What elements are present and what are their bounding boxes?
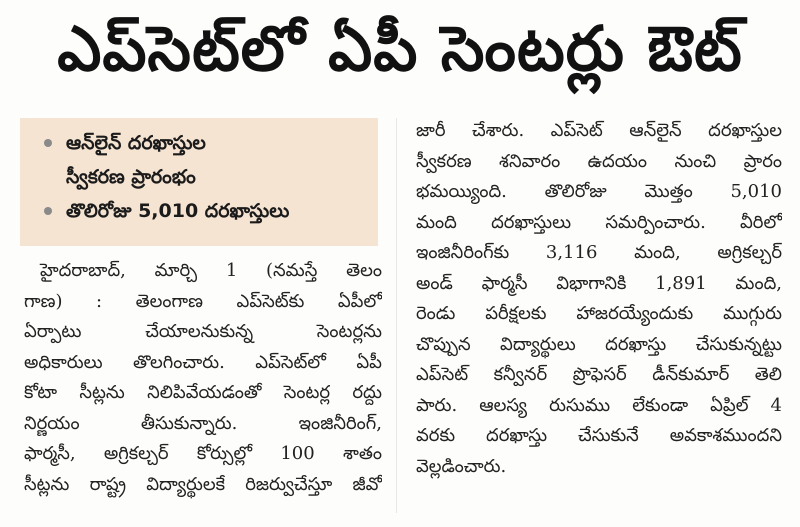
article-line: సీట్లను రాష్ట్ర విద్యార్థులకే రిజర్వుచేస్తూ జీవో: [24, 473, 382, 495]
article-line: గాణ) : తెలంగాణ ఎప్‌సెట్‌కు ఏపీలో: [24, 290, 382, 312]
article-line: వెల్లడించారు.: [416, 455, 507, 477]
article-line: హైదరాబాద్, మార్చి 1 (నమస్తే తెలం: [40, 260, 382, 281]
highlight-item-1-line-1: ఆన్‌లైన్ దరఖాస్తుల: [66, 132, 206, 154]
highlight-item-2: తొలిరోజు 5,010 దరఖాస్తులు: [66, 200, 290, 222]
article-line: భమయ్యింది. తొలిరోజు మొత్తం 5,010: [416, 181, 782, 202]
bullet-icon: [44, 207, 52, 215]
article-line: మంది దరఖాస్తులు సమర్పించారు. వీరిలో: [416, 211, 782, 233]
highlight-item-applications: [36, 126, 368, 160]
column-divider: [396, 118, 397, 513]
article-line: వరకు దరఖాస్తు చేసుకునే అవకాశముందని: [416, 425, 782, 446]
article-line: అధికారులు తొలగించారు. ఎప్‌సెట్‌లో ఏపీ: [24, 351, 382, 373]
article-line: నిర్ణయం తీసుకున్నారు. ఇంజినీరింగ్,: [24, 412, 382, 434]
article-line: చొప్పున విద్యార్థులు దరఖాస్తు చేసుకున్నట్టు: [416, 333, 782, 355]
article-line: స్వీకరణ శనివారం ఉదయం నుంచి ప్రారం: [416, 150, 782, 172]
highlight-item-first-day: [36, 194, 368, 228]
article-line: ఫార్మసీ, అగ్రికల్చర్ కోర్సుల్లో 100 శాతం: [24, 443, 382, 464]
article-line: ఇంజినీరింగ్‌కు 3,116 మంది, అగ్రికల్చర్: [416, 242, 782, 263]
article-line: కోటా సీట్లను నిలిపివేయడంతో సెంటర్ల రద్దు: [24, 382, 382, 403]
article-line: పారు. ఆలస్య రుసుము లేకుండా ఏప్రిల్ 4: [416, 394, 782, 416]
bullet-icon: [44, 139, 52, 147]
headline: ఎప్‌సెట్‌లో ఏపీ సెంటర్లు ఔట్: [57, 12, 743, 85]
article-column-left: [24, 256, 382, 500]
highlight-item-1-line-2: స్వీకరణ ప్రారంభం: [66, 166, 196, 188]
highlights-box: [20, 118, 378, 246]
article-column-right: [416, 116, 782, 482]
article-line: ఎప్‌సెట్ కన్వీనర్ ప్రొఫెసర్ డీన్‌కుమార్ తెలి: [416, 364, 782, 385]
article-line: జారీ చేశారు. ఎప్‌సెట్ ఆన్‌లైన్ దరఖాస్తుల: [416, 120, 782, 141]
article-line: అండ్ ఫార్మసీ విభాగానికి 1,891 మంది,: [416, 272, 782, 294]
article-line: ఏర్పాటు చేయాలనుకున్న సెంటర్లను: [24, 321, 382, 342]
article-line: రెండు పరీక్షలకు హాజరయ్యేందుకు ముగ్గురు: [416, 303, 782, 324]
